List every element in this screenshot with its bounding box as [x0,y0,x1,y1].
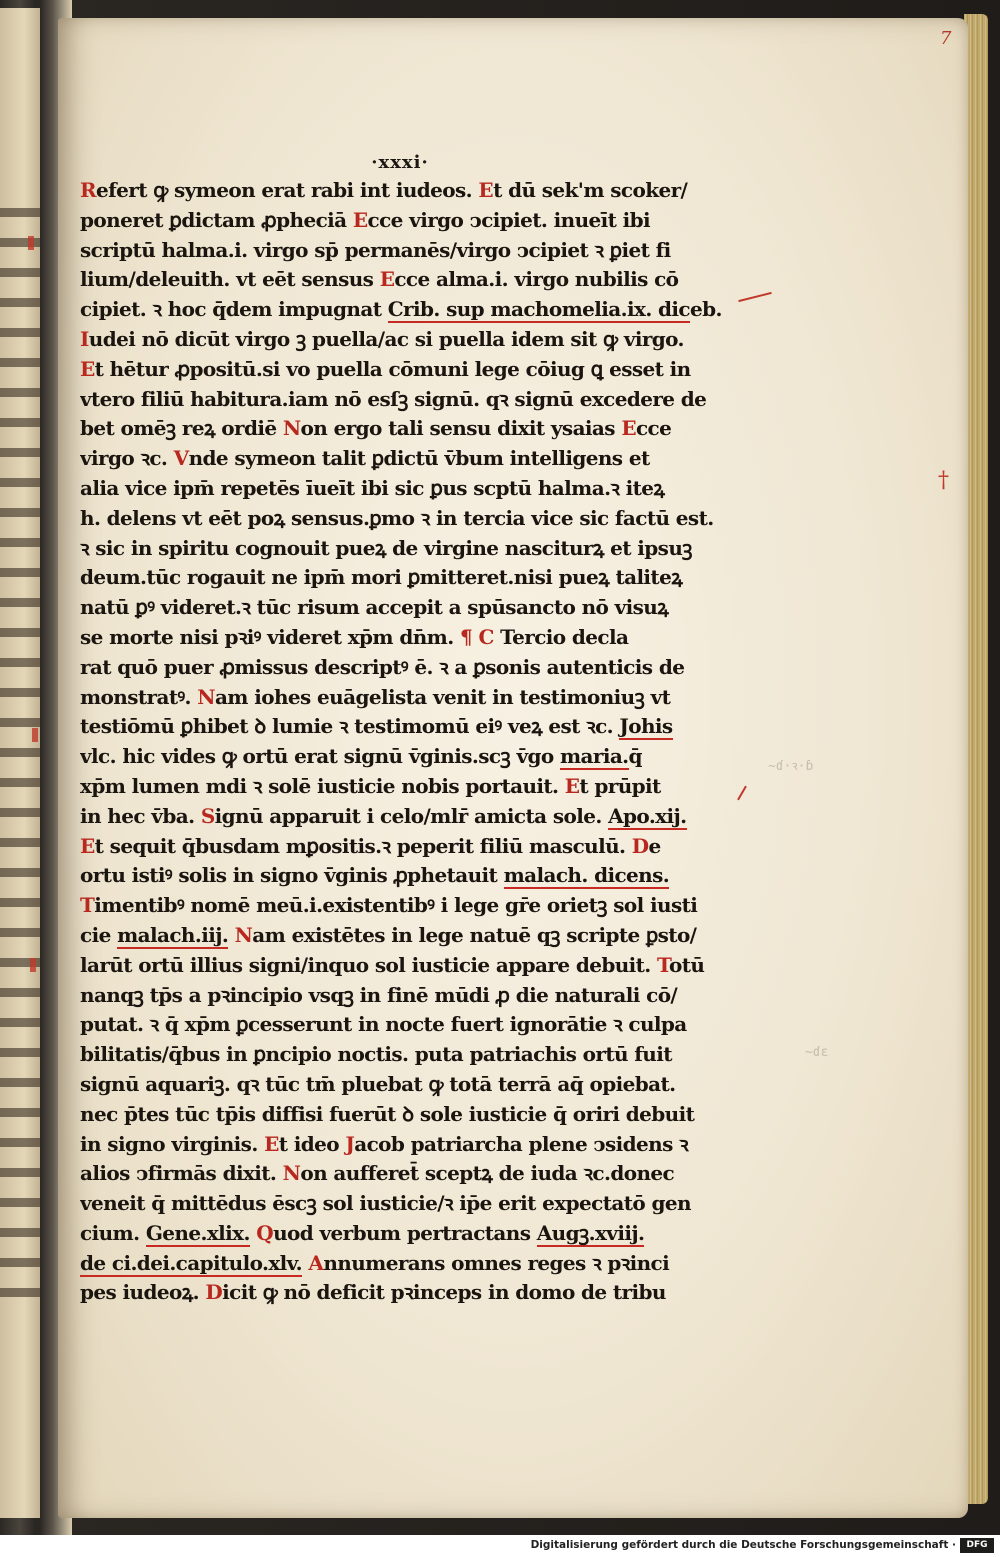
text-segment: cium. [80,1220,146,1245]
text-segment: t ideo [278,1131,346,1156]
text-line [80,653,735,683]
text-line [80,981,735,1011]
rubric-initial: E [80,356,95,381]
text-segment: ꝛ sic in spiritu cognouit pueꝝ de virgine nasciturꝝ et ipsuꝫ [80,535,692,560]
rubric-initial: N [282,416,301,441]
rubric-initial: E [478,178,494,202]
text-line [80,712,735,742]
text-segment: putat. ꝛ q̄ xp̄m ꝑcesserunt in nocte fuert ignorātie ꝛ culpa [80,1012,687,1037]
rubric-initial: R [80,178,97,202]
text-line [80,683,735,713]
text-line [80,802,735,832]
rubric-initial: E [379,267,395,292]
text-segment: in signo virginis. [80,1131,265,1156]
text-segment: se morte nisi pꝛiꝰ videret xp̄m dn̄m. [80,624,460,649]
dfg-logo: DFG [960,1538,994,1553]
text-segment: bet omēꝫ reꝝ ordiē [80,416,283,441]
text-line [80,563,735,593]
rubric-initial: E [80,833,95,858]
text-segment: virgo ꝛc. [80,446,174,471]
text-line [80,444,735,474]
text-segment: udei nō dicūt virgo ꝫ puella/ac si puella idem sit ꝙ virgo. [88,326,684,351]
rubric-initial: S [200,803,215,828]
text-segment: acob patriarcha plene ↄsidens ꝛ [354,1131,689,1156]
text-line [80,1219,735,1249]
text-segment: t hētur ꝓpositū.si vo puella cōmuni lege cōiug ꝗ esset in [94,356,691,381]
text-segment: uod verbum pertractans [273,1220,537,1245]
text-segment: monstratꝰ. [80,684,198,709]
running-head: ·xxxi· [371,152,429,173]
text-segment: am existētes in lege natuē qꝫ scripte ꝑsto/ [252,922,697,947]
text-line [80,1189,735,1219]
rubric-initial: N [234,922,253,947]
rubric-initial: T [80,893,95,918]
underlined-reference: Crib. sup machomelia.ix. dic [387,297,691,322]
text-line [80,832,735,862]
text-line [80,1130,735,1160]
text-segment: icit ꝙ nō deficit pꝛinceps in domo de tribu [222,1280,666,1305]
text-line [80,772,735,802]
text-segment: lium/deleuith. vt eēt sensus [80,267,380,292]
rubric-initial: D [205,1280,223,1305]
text-line [80,474,735,504]
underlined-reference: malach.iij. [117,922,229,947]
rubric-initial: N [197,684,215,709]
underlined-reference: Augꝫ.xviij. [536,1220,645,1245]
text-segment: pes iudeoꝝ. [80,1280,206,1305]
text-segment: t dū sek'm scoker/ [493,178,688,202]
rubric-initial: J [345,1131,355,1156]
rubric-initial: E [564,773,580,798]
footer-bar [0,1535,1000,1557]
rubric-initial: N [282,1161,301,1186]
text-segment: cce virgo ↄcipiet. inueīt ibi [367,207,651,232]
text-segment: vlc. hic vides ꝙ ortū erat signū v̄ginis.scꝫ v̄go [80,744,560,769]
text-segment: otū [669,952,705,977]
text-segment: alios ↄfirmās dixit. [80,1161,283,1186]
rubric-initial: D [631,833,649,858]
text-line [80,236,735,266]
text-line [80,1070,735,1100]
rubric-initial: T [657,952,670,977]
text-segment: nec p̄tes tūc tp̄is diffisi fuerūt ꝺ sole iusticie q̄ oriri debuit [80,1101,695,1126]
rubric-initial: Q [256,1220,274,1245]
text-segment: vtero filiū habitura.iam nō esſꝫ signū. qꝛ signū excedere de [80,386,707,411]
underlined-reference: malach. dicens. [503,863,670,888]
text-segment: xp̄m lumen mdi ꝛ solē iusticie nobis portauit. [80,773,565,798]
underlined-reference: de ci.dei.capitulo.xlv. [80,1250,303,1275]
rubric-initial: E [352,207,368,232]
text-line [80,861,735,891]
text-segment: on ergo tali sensu dixit ysaias [300,416,622,441]
rubric-initial: I [80,326,89,351]
text-segment: ortu istiꝰ solis in signo v̄ginis ꝓphetauit [80,863,504,888]
text-segment: ignū apparuit i celo/mlr̄ amicta sole. [214,803,609,828]
text-segment: bilitatis/q̄bus in ꝑncipio noctis. puta patriachis ortū fuit [80,1042,672,1067]
text-segment: poneret ꝑdictam ꝓpheciā [80,207,353,232]
text-segment: larūt ortū illius signi/inquo sol iusticie appare debuit. [80,952,658,977]
text-segment: nanqꝫ tp̄s a pꝛincipio vsqꝫ in finē mūdi ꝓ die naturali cō/ [80,982,678,1007]
text-segment: cie [80,922,118,947]
text-line [80,206,735,236]
text-line [80,742,735,772]
text-line [80,951,735,981]
text-segment: eb. [690,297,722,322]
text-segment: rat quō puer ꝓmissus descriptꝰ ē. ꝛ a ꝑsonis autenticis de [80,654,685,679]
text-segment: q̄ [628,744,642,769]
text-line [80,623,735,653]
text-line [80,176,735,206]
text-line [80,414,735,444]
text-line [80,265,735,295]
text-line [80,355,735,385]
text-line [80,385,735,415]
margin-mark: † [938,468,949,493]
text-line [80,1278,735,1308]
text-segment: on aufferet̄ sceptꝝ de iuda ꝛc.donec [300,1161,675,1186]
text-segment: scriptū halma.i. virgo sp̄ permanēs/virgo ↄcipiet ꝛ ꝑiet fi [80,237,671,262]
text-segment: t sequit q̄busdam mꝑositis.ꝛ peperit filiū masculū. [94,833,632,858]
text-segment: h. delens vt eēt poꝝ sensus.ꝑmo ꝛ in tercia vice sic factū est. [80,505,714,530]
show-through-note: ~ɗ·ꝛ·ɓ [768,759,814,774]
text-segment: veneit q̄ mittēdus ēscꝫ sol iusticie/ꝛ ip̄e erit expectatō gen [80,1191,691,1216]
text-segment: nde symeon talit ꝑdictū v̄bum intelligens et [188,446,650,471]
show-through-note: ~ɗɛ [805,1045,829,1060]
text-line [80,1040,735,1070]
text-segment: e [648,833,661,858]
rubric-initial: E [621,416,636,441]
text-line [80,593,735,623]
text-line [80,891,735,921]
text-line [80,1100,735,1130]
text-segment: natū ꝑꝰ videret.ꝛ tūc risum accepit a spūsancto nō visuꝝ [80,595,669,620]
text-segment: am iohes euāgelista venit in testimoniuꝫ vt [214,684,671,709]
text-segment: imentibꝰ nomē meū.i.existentibꝰ i lege gr̄e orietꝫ sol iusti [94,893,698,918]
text-segment: cipiet. ꝛ hoc q̄dem impugnat [80,297,388,322]
text-line [80,534,735,564]
text-segment: efert ꝙ symeon erat rabi int iudeos. [96,178,479,202]
text-segment: testiōmū ꝑhibet ꝺ lumie ꝛ testimomū eiꝰ veꝝ est ꝛc. [80,714,620,739]
underlined-reference: Johis [619,714,673,739]
text-segment: Tercio decla [493,624,629,649]
text-segment: signū aquariꝫ. qꝛ tūc tm̄ pluebat ꝙ totā terrā aq̄ opiebat. [80,1071,676,1096]
footer-credit: Digitalisierung gefördert durch die Deutsche Forschungsgemeinschaft · [530,1539,956,1551]
text-segment: deum.tūc rogauit ne ipm̄ mori ꝑmitteret.nisi pueꝝ taliteꝝ [80,565,683,590]
text-line [80,504,735,534]
text-block [80,176,735,1308]
text-segment: cce [635,416,672,441]
rubric-initial: E [264,1131,279,1156]
rubric-initial: V [173,446,189,471]
text-line [80,1159,735,1189]
text-line [80,295,735,325]
text-line [80,1249,735,1279]
rubric-initial: A [308,1250,324,1275]
folio-mark: 7 [940,28,952,49]
text-line [80,1010,735,1040]
underlined-reference: maria. [559,744,629,769]
text-segment: cce alma.i. virgo nubilis cō [394,267,679,292]
underlined-reference: Gene.xlix. [145,1220,250,1245]
text-line [80,325,735,355]
text-segment: nnumerans omnes reges ꝛ pꝛinci [323,1250,670,1275]
facing-page-edge [0,8,44,1518]
underlined-reference: Apo.xij. [608,803,687,828]
text-segment: alia vice ipm̄ repetēs īueīt ibi sic ꝑus scptū halma.ꝛ iteꝝ [80,475,665,500]
rubric-initial: ¶ C [459,624,494,649]
text-segment: in hec v̄ba. [80,803,201,828]
text-line [80,921,735,951]
text-segment: t prūpit [579,773,661,798]
